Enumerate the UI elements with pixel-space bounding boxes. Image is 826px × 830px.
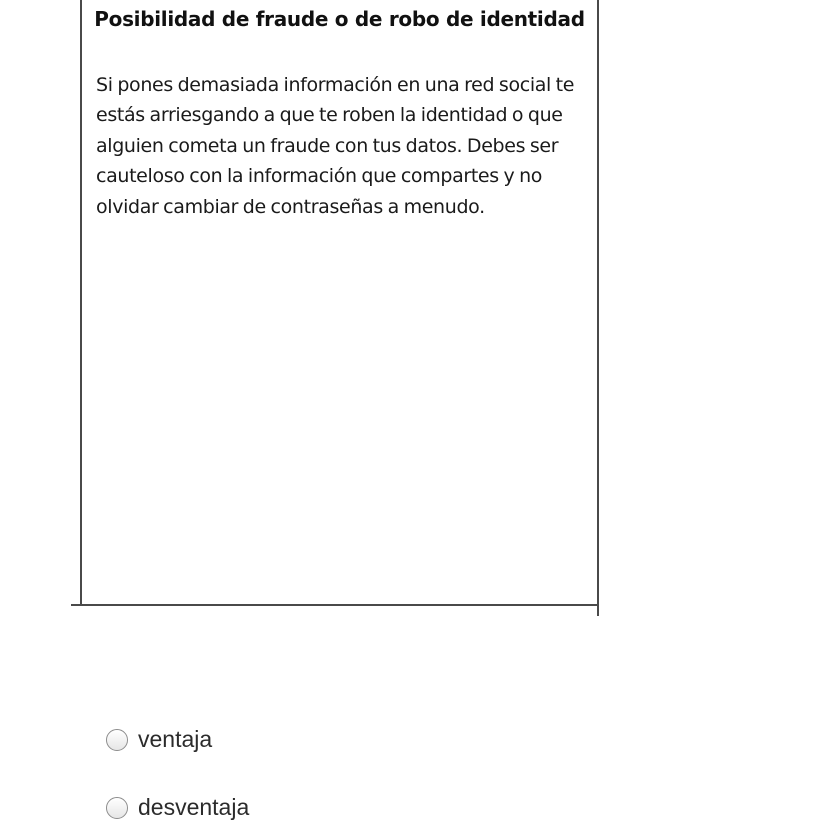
info-card <box>80 0 599 606</box>
option-ventaja[interactable] <box>106 726 212 753</box>
option-label-desventaja: desventaja <box>138 794 250 820</box>
card-title: Posibilidad de fraude o de robo de identidad <box>94 7 585 31</box>
option-desventaja[interactable] <box>106 794 249 821</box>
card-body-text: Si pones demasiada información en una red social te estás arriesgando a que te roben la identidad o que alguien cometa un fraude con tus datos. Debes ser cauteloso con la información que compartes y no olvidar cambiar de contraseñas a menudo. <box>96 74 575 218</box>
option-label-ventaja: ventaja <box>138 726 213 752</box>
card-corner-tick-right <box>597 604 599 616</box>
radio-button-ventaja[interactable] <box>106 729 128 751</box>
card-corner-tick <box>71 604 81 606</box>
radio-button-desventaja[interactable] <box>106 797 128 819</box>
